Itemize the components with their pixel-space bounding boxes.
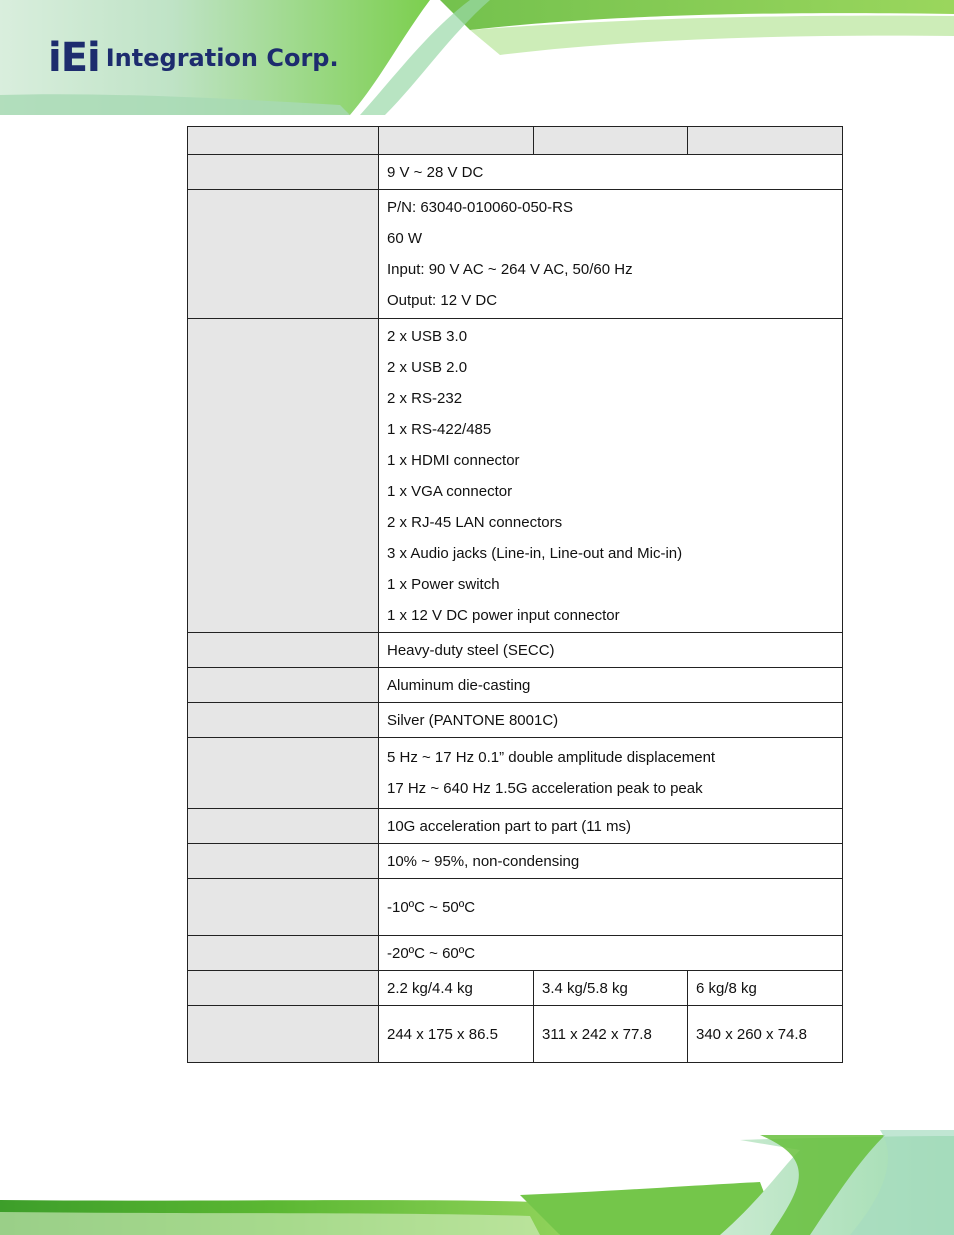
value-line: 2 x RS-232 — [387, 389, 463, 407]
weight-cell: 2.2 kg/4.4 kg — [379, 971, 534, 1006]
value-line: Input: 90 V AC ~ 264 V AC, 50/60 Hz — [387, 261, 633, 278]
row-value — [379, 844, 843, 879]
row-value — [379, 668, 843, 703]
spec-row-shock — [188, 809, 843, 844]
table-header-row — [188, 127, 843, 155]
value-line: 10G acceleration part to part (11 ms) — [387, 817, 631, 835]
row-label — [188, 844, 379, 879]
company-logo — [48, 28, 339, 81]
row-label — [188, 1006, 379, 1063]
row-value — [379, 936, 843, 971]
logo-text: Integration Corp. — [105, 44, 339, 72]
row-label — [188, 319, 379, 633]
header-cell — [688, 127, 843, 155]
value-line: Output: 12 V DC — [387, 292, 498, 309]
value-line: -10ºC ~ 50ºC — [387, 898, 476, 916]
row-label — [188, 668, 379, 703]
weight-cell: 6 kg/8 kg — [688, 971, 843, 1006]
row-value — [379, 155, 843, 190]
value-line: 1 x HDMI connector — [387, 451, 520, 469]
row-value — [379, 319, 843, 633]
value-line: 17 Hz ~ 640 Hz 1.5G acceleration peak to peak — [387, 780, 703, 797]
row-label — [188, 936, 379, 971]
row-value — [379, 809, 843, 844]
spec-row-storage-temp — [188, 936, 843, 971]
row-label — [188, 971, 379, 1006]
value-line: Heavy-duty steel (SECC) — [387, 641, 555, 659]
logo-mark: iEi — [48, 35, 100, 81]
header-cell — [188, 127, 379, 155]
spec-body — [188, 155, 843, 971]
spec-table — [187, 126, 843, 1063]
dimension-cell: 340 x 260 x 74.8 — [688, 1006, 843, 1063]
spec-row-chassis — [188, 633, 843, 668]
row-value — [379, 633, 843, 668]
spec-row-humidity — [188, 844, 843, 879]
value-line: 2 x USB 3.0 — [387, 327, 468, 345]
weight-row — [188, 971, 843, 1006]
row-label — [188, 879, 379, 936]
value-line: 1 x VGA connector — [387, 482, 513, 500]
value-line: -20ºC ~ 60ºC — [387, 944, 476, 962]
spec-row-vibration — [188, 738, 843, 809]
value-line: 60 W — [387, 230, 423, 247]
header-cell — [379, 127, 534, 155]
value-line: 5 Hz ~ 17 Hz 0.1” double amplitude displacement — [387, 749, 716, 766]
row-label — [188, 190, 379, 319]
spec-row-power-adapter — [188, 190, 843, 319]
value-line: Silver (PANTONE 8001C) — [387, 711, 559, 729]
spec-row-color — [188, 703, 843, 738]
spec-row-input-voltage — [188, 155, 843, 190]
row-label — [188, 703, 379, 738]
value-line: 1 x Power switch — [387, 575, 500, 593]
dimension-cell: 244 x 175 x 86.5 — [379, 1006, 534, 1063]
value-line: 2 x USB 2.0 — [387, 358, 468, 376]
row-label — [188, 633, 379, 668]
spec-row-io-ports — [188, 319, 843, 633]
dimension-cell: 311 x 242 x 77.8 — [534, 1006, 688, 1063]
spec-row-operating-temp — [188, 879, 843, 936]
row-label — [188, 809, 379, 844]
dimensions-row — [188, 1006, 843, 1063]
row-value — [379, 703, 843, 738]
weight-cell: 3.4 kg/5.8 kg — [534, 971, 688, 1006]
value-line: P/N: 63040-010060-050-RS — [387, 199, 573, 216]
value-line: 1 x RS-422/485 — [387, 420, 492, 438]
spec-row-front-panel — [188, 668, 843, 703]
value-line: 2 x RJ-45 LAN connectors — [387, 513, 563, 531]
row-value — [379, 190, 843, 319]
footer-banner — [0, 1130, 954, 1235]
value-line: 9 V ~ 28 V DC — [387, 163, 484, 181]
header-cell — [534, 127, 688, 155]
value-line: 1 x 12 V DC power input connector — [387, 606, 620, 624]
row-value — [379, 738, 843, 809]
row-label — [188, 738, 379, 809]
value-line: 10% ~ 95%, non-condensing — [387, 852, 580, 870]
value-line: 3 x Audio jacks (Line-in, Line-out and Mic-in) — [387, 544, 683, 562]
value-line: Aluminum die-casting — [387, 676, 531, 694]
row-label — [188, 155, 379, 190]
row-value — [379, 879, 843, 936]
